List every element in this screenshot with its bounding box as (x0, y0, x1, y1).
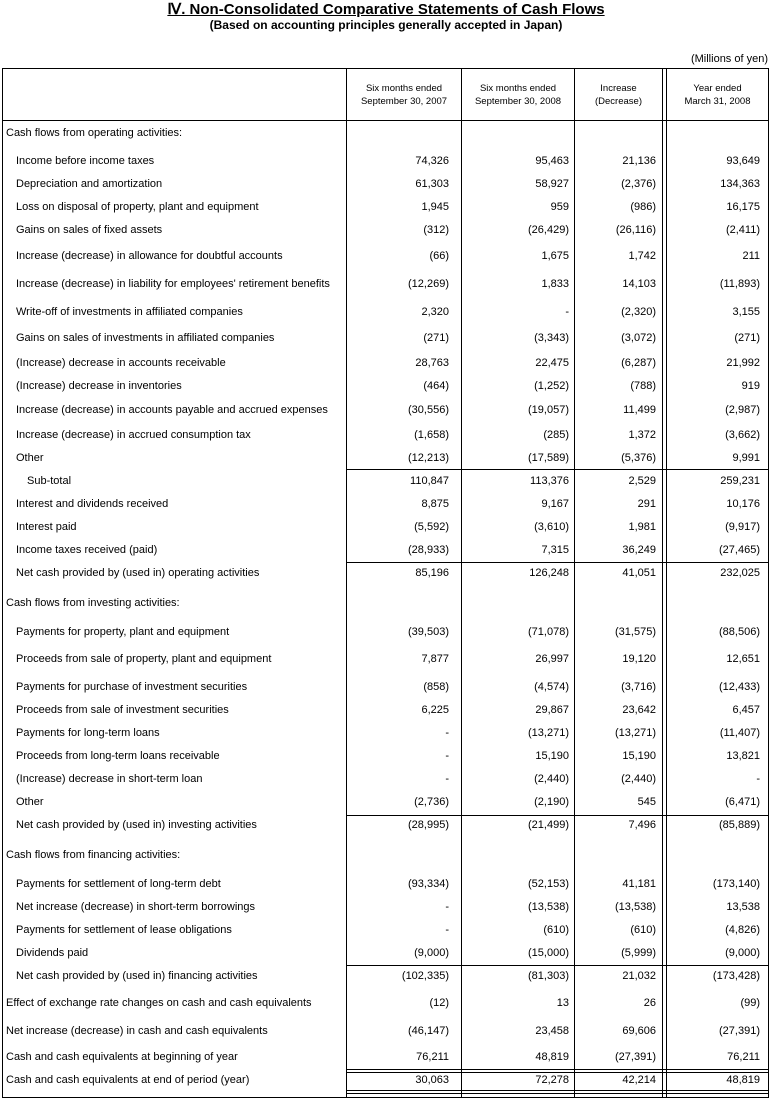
row-label: Cash flows from investing activities: (6, 597, 180, 609)
row-value: (21,499) (528, 819, 569, 831)
row-value: (2,440) (621, 773, 656, 785)
row-value: 9,167 (541, 498, 569, 510)
row-value: (3,610) (534, 521, 569, 533)
row-value: (28,995) (408, 819, 449, 831)
row-value: 291 (637, 498, 656, 510)
row-value: 69,606 (622, 1025, 656, 1037)
row-value: 48,819 (535, 1051, 569, 1063)
row-value: (26,429) (528, 224, 569, 236)
column-header-line: Six months ended (365, 82, 443, 94)
row-label: Loss on disposal of property, plant and equipment (16, 201, 259, 213)
row-value: 41,181 (622, 878, 656, 890)
row-value: 7,315 (541, 544, 569, 556)
row-value: 6,457 (732, 704, 760, 716)
row-label: (Increase) decrease in accounts receivable (16, 357, 226, 369)
row-label: Increase (decrease) in accounts payable and accrued expenses (16, 404, 328, 416)
column-header (347, 69, 461, 120)
row-value: (13,538) (528, 901, 569, 913)
row-divider (346, 1069, 768, 1073)
row-value: 28,763 (415, 357, 449, 369)
row-value: 93,649 (726, 155, 760, 167)
row-value: (2,320) (621, 306, 656, 318)
row-value: 259,231 (720, 475, 760, 487)
row-value: (2,190) (534, 796, 569, 808)
page-subtitle: (Based on accounting principles generally accepted in Japan) (209, 18, 563, 32)
row-value: 21,032 (622, 970, 656, 982)
row-value: (986) (630, 201, 656, 213)
row-value: 26 (643, 997, 656, 1009)
row-value: 959 (550, 201, 569, 213)
row-value: (3,662) (725, 429, 760, 441)
row-label: Cash and cash equivalents at end of period (year) (6, 1074, 250, 1086)
row-value: 13,821 (726, 750, 760, 762)
row-label: Net cash provided by (used in) investing activities (16, 819, 257, 831)
row-value: - (445, 727, 449, 739)
row-value: (31,575) (615, 626, 656, 638)
row-value: 6,225 (421, 704, 449, 716)
row-value: 14,103 (622, 278, 656, 290)
row-label: Income taxes received (paid) (16, 544, 158, 556)
column-header (462, 69, 574, 120)
row-value: (9,000) (414, 947, 449, 959)
row-value: (81,303) (528, 970, 569, 982)
row-value: (271) (423, 332, 449, 344)
row-label: Interest paid (16, 521, 77, 533)
row-value: 1,675 (541, 250, 569, 262)
row-value: (271) (734, 332, 760, 344)
row-value: 232,025 (720, 567, 760, 579)
row-value: 1,742 (628, 250, 656, 262)
row-value: (610) (630, 924, 656, 936)
row-value: (2,440) (534, 773, 569, 785)
row-label: (Increase) decrease in inventories (16, 380, 182, 392)
row-value: 2,320 (421, 306, 449, 318)
row-value: 42,214 (622, 1074, 656, 1086)
row-value: (3,343) (534, 332, 569, 344)
row-value: 2,529 (628, 475, 656, 487)
row-value: (27,465) (719, 544, 760, 556)
row-value: 41,051 (622, 567, 656, 579)
row-value: 48,819 (726, 1074, 760, 1086)
row-value: - (565, 306, 569, 318)
row-value: (93,334) (408, 878, 449, 890)
row-label: Interest and dividends received (16, 498, 169, 510)
row-divider (346, 469, 768, 470)
row-value: 13 (556, 997, 569, 1009)
row-value: 19,120 (622, 653, 656, 665)
row-value: (610) (543, 924, 569, 936)
row-value: 7,496 (628, 819, 656, 831)
row-value: (71,078) (528, 626, 569, 638)
row-value: 76,211 (727, 1051, 760, 1063)
row-value: (19,057) (528, 404, 569, 416)
row-label: Payments for settlement of long-term debt (16, 878, 221, 890)
row-label: Increase (decrease) in allowance for doubtful accounts (16, 250, 283, 262)
row-value: (26,116) (615, 224, 656, 236)
row-value: (173,140) (712, 878, 760, 890)
row-value: 13,538 (726, 901, 760, 913)
row-value: (173,428) (712, 970, 760, 982)
row-label: Cash flows from operating activities: (6, 127, 183, 139)
row-value: 30,063 (415, 1074, 449, 1086)
row-value: (12) (429, 997, 449, 1009)
row-value: (13,271) (615, 727, 656, 739)
row-label: Net increase (decrease) in short-term borrowings (16, 901, 256, 913)
row-value: 36,249 (622, 544, 656, 556)
row-value: 11,499 (623, 404, 656, 416)
row-value: 85,196 (415, 567, 449, 579)
row-value: (99) (740, 997, 760, 1009)
row-value: 12,651 (726, 653, 760, 665)
row-value: 10,176 (726, 498, 760, 510)
row-label: Effect of exchange rate changes on cash and cash equivalents (6, 997, 312, 1009)
row-value: (46,147) (408, 1025, 449, 1037)
row-value: 15,190 (535, 750, 569, 762)
row-value: (6,287) (621, 357, 656, 369)
row-label: Payments for long-term loans (16, 727, 160, 739)
row-value: 545 (637, 796, 656, 808)
row-value: (27,391) (615, 1051, 656, 1063)
row-value: 21,136 (622, 155, 656, 167)
row-divider (346, 815, 768, 816)
row-value: 134,363 (720, 178, 760, 190)
row-value: (858) (423, 681, 449, 693)
row-value: (13,271) (528, 727, 569, 739)
row-label: Proceeds from sale of property, plant and equipment (16, 653, 272, 665)
column-header-line: Increase (600, 82, 637, 94)
row-label: Write-off of investments in affiliated companies (16, 306, 243, 318)
row-value: 110,847 (410, 475, 449, 487)
column-header-line: September 30, 2008 (474, 95, 562, 107)
column-header-line: March 31, 2008 (684, 95, 751, 107)
row-label: Other (16, 796, 44, 808)
row-value: 72,278 (535, 1074, 569, 1086)
row-label: Gains on sales of investments in affiliated companies (16, 332, 275, 344)
row-value: 58,927 (535, 178, 569, 190)
row-value: - (445, 901, 449, 913)
row-label: Cash and cash equivalents at beginning of year (6, 1051, 238, 1063)
row-value: 211 (742, 250, 760, 262)
row-label: Proceeds from long-term loans receivable (16, 750, 220, 762)
row-value: 23,458 (535, 1025, 569, 1037)
column-header-line: (Decrease) (595, 95, 642, 107)
row-value: (4,574) (534, 681, 569, 693)
row-value: 61,303 (415, 178, 449, 190)
row-value: 919 (741, 380, 760, 392)
row-value: (1,658) (414, 429, 449, 441)
row-value: 1,945 (421, 201, 449, 213)
row-value: (17,589) (528, 452, 569, 464)
row-label: Payments for settlement of lease obligations (16, 924, 232, 936)
row-label: Net cash provided by (used in) financing activities (16, 970, 258, 982)
row-value: 76,211 (416, 1051, 449, 1063)
row-value: (2,411) (725, 224, 760, 236)
row-value: - (445, 773, 449, 785)
row-value: (464) (423, 380, 449, 392)
row-value: 1,981 (628, 521, 656, 533)
row-label: Sub-total (27, 475, 72, 487)
row-label: Payments for property, plant and equipment (16, 626, 230, 638)
row-value: 21,992 (726, 357, 760, 369)
row-value: (5,592) (414, 521, 449, 533)
row-value: (9,000) (725, 947, 760, 959)
row-value: 126,248 (529, 567, 569, 579)
row-value: (312) (423, 224, 449, 236)
row-value: (11,893) (719, 278, 760, 290)
row-label: (Increase) decrease in short-term loan (16, 773, 203, 785)
row-value: 7,877 (421, 653, 449, 665)
row-label: Other (16, 452, 44, 464)
row-value: (4,826) (725, 924, 760, 936)
column-divider (346, 69, 347, 1097)
row-value: - (445, 924, 449, 936)
row-value: (3,716) (621, 681, 656, 693)
row-value: (12,269) (408, 278, 449, 290)
row-value: (66) (429, 250, 449, 262)
row-divider (346, 1090, 768, 1094)
page-title: Ⅳ. Non-Consolidated Comparative Statements of Cash Flows (167, 1, 605, 18)
row-value: (788) (630, 380, 656, 392)
row-value: 74,326 (415, 155, 449, 167)
row-value: 95,463 (535, 155, 569, 167)
row-value: (88,506) (719, 626, 760, 638)
row-label: Payments for purchase of investment securities (16, 681, 248, 693)
row-value: (5,376) (621, 452, 656, 464)
row-label: Increase (decrease) in accrued consumption tax (16, 429, 251, 441)
row-value: (15,000) (528, 947, 569, 959)
row-value: (2,987) (725, 404, 760, 416)
row-value: 23,642 (622, 704, 656, 716)
row-value: 16,175 (726, 201, 760, 213)
row-label: Net increase (decrease) in cash and cash equivalents (6, 1025, 268, 1037)
row-value: 1,833 (541, 278, 569, 290)
row-value: 15,190 (622, 750, 656, 762)
row-value: (11,407) (719, 727, 760, 739)
row-label: Gains on sales of fixed assets (16, 224, 163, 236)
row-value: (27,391) (719, 1025, 760, 1037)
row-label: Cash flows from financing activities: (6, 849, 181, 861)
row-value: 1,372 (628, 429, 656, 441)
row-divider (346, 965, 768, 966)
row-value: 9,991 (732, 452, 760, 464)
row-value: (85,889) (719, 819, 760, 831)
column-divider (662, 69, 663, 1097)
row-label: Proceeds from sale of investment securities (16, 704, 229, 716)
row-value: (102,335) (401, 970, 449, 982)
row-value: - (445, 750, 449, 762)
row-value: 3,155 (732, 306, 760, 318)
row-label: Net cash provided by (used in) operating activities (16, 567, 260, 579)
row-value: (12,213) (408, 452, 449, 464)
column-header-line: Six months ended (479, 82, 557, 94)
row-value: (13,538) (615, 901, 656, 913)
row-divider (346, 562, 768, 563)
row-value: 113,376 (530, 475, 569, 487)
cash-flow-table (2, 68, 769, 1098)
row-label: Increase (decrease) in liability for employees' retirement benefits (16, 278, 330, 290)
row-value: 22,475 (535, 357, 569, 369)
row-value: (28,933) (408, 544, 449, 556)
row-value: 26,997 (535, 653, 569, 665)
row-value: (285) (543, 429, 569, 441)
row-label: Depreciation and amortization (16, 178, 163, 190)
row-divider (3, 120, 768, 121)
row-label: Income before income taxes (16, 155, 155, 167)
row-value: - (756, 773, 760, 785)
row-value: (1,252) (534, 380, 569, 392)
row-value: (39,503) (408, 626, 449, 638)
row-value: (9,917) (725, 521, 760, 533)
row-value: 8,875 (421, 498, 449, 510)
row-value: (2,376) (621, 178, 656, 190)
row-value: (2,736) (414, 796, 449, 808)
row-value: (3,072) (621, 332, 656, 344)
row-value: 29,867 (535, 704, 569, 716)
column-header-line: September 30, 2007 (360, 95, 448, 107)
row-label: Dividends paid (16, 947, 89, 959)
row-value: (30,556) (408, 404, 449, 416)
row-value: (52,153) (528, 878, 569, 890)
column-header-line: Year ended (693, 82, 742, 94)
column-header (575, 69, 662, 120)
row-value: (5,999) (621, 947, 656, 959)
row-value: (12,433) (719, 681, 760, 693)
units-label: (Millions of yen) (690, 53, 768, 65)
column-header (667, 69, 768, 120)
row-value: (6,471) (725, 796, 760, 808)
